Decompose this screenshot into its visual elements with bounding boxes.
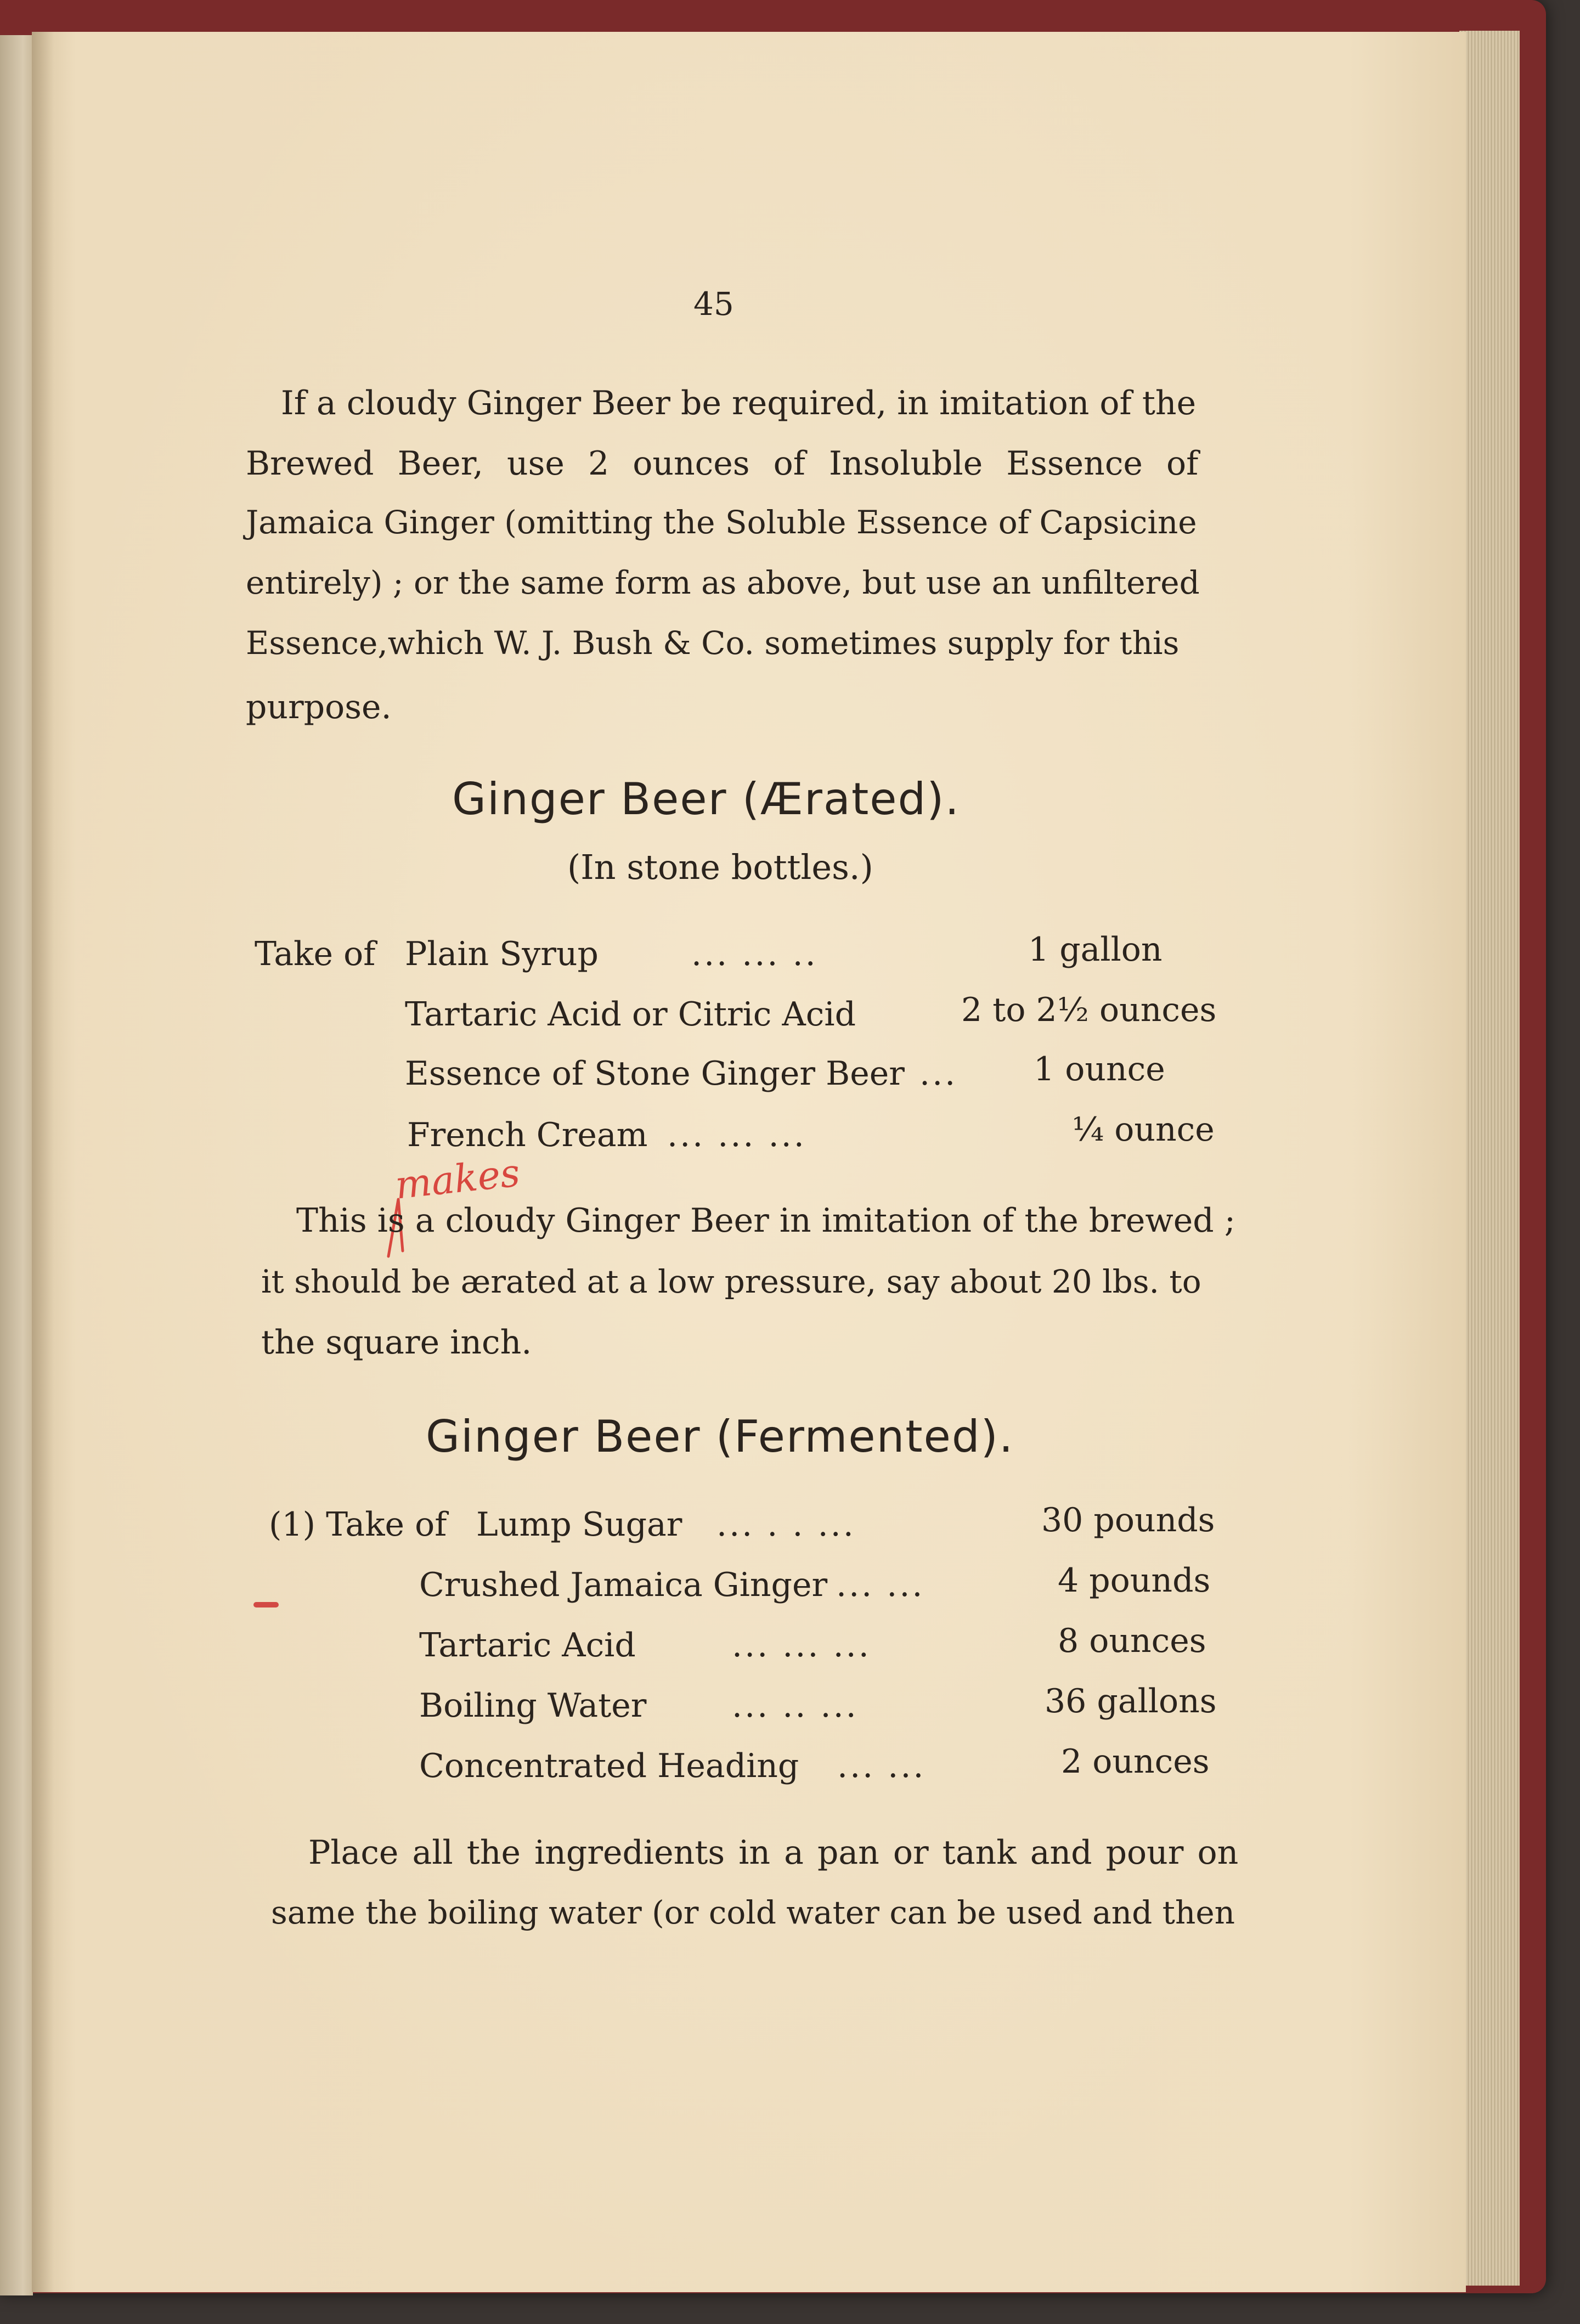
red-pencil-mark	[253, 1602, 279, 1607]
aerated-ingredient-name: Tartaric Acid or Citric Acid	[405, 995, 856, 1034]
aerated-note-line-3: the square inch.	[261, 1323, 532, 1362]
aerated-note-line-2: it should be ærated at a low pressure, say about 20 lbs. to	[261, 1263, 1201, 1300]
fermented-ingredient-qty: 36 gallons	[1045, 1682, 1217, 1721]
fermented-ingredient-qty: 30 pounds	[1041, 1501, 1215, 1539]
aerated-ingredient-name: Plain Syrup	[405, 935, 599, 973]
fermented-ingredient-qty: 4 pounds	[1058, 1561, 1211, 1600]
handwritten-annotation: makes	[393, 1150, 522, 1208]
intro-line-1: If a cloudy Ginger Beer be required, in imitation of the	[281, 384, 1197, 422]
fermented-ingredient-qty: 2 ounces	[1061, 1742, 1210, 1781]
intro-line-3: Jamaica Ginger (omitting the Soluble Essence of Capsicine	[246, 504, 1197, 541]
left-page-edge	[0, 35, 33, 2295]
aerated-ingredient-name: Essence of Stone Ginger Beer	[405, 1054, 905, 1093]
fermented-ingredient-dots: ... . . ...	[716, 1505, 856, 1544]
section-title-aerated: Ginger Beer (Ærated).	[452, 774, 960, 825]
fermented-ingredient-name: Concentrated Heading	[419, 1747, 799, 1785]
fermented-ingredient-dots: ... ... ...	[732, 1626, 871, 1665]
fermented-ingredient-dots: ... ...	[837, 1747, 926, 1785]
page-number: 45	[693, 285, 734, 323]
aerated-ingredient-dots: ... ... ...	[667, 1116, 806, 1154]
intro-line-2: Brewed Beer, use 2 ounces of Insoluble Essence of	[246, 444, 1199, 483]
fermented-take-of-label: (1) Take of	[269, 1505, 447, 1544]
fermented-ingredient-name: Crushed Jamaica Ginger	[419, 1566, 828, 1604]
aerated-ingredient-qty: ¼ ounce	[1072, 1110, 1215, 1149]
aerated-ingredient-qty: 1 ounce	[1034, 1050, 1165, 1088]
section-subtitle-aerated: (In stone bottles.)	[567, 847, 873, 887]
fermented-ingredient-name: Tartaric Acid	[419, 1626, 636, 1665]
aerated-ingredient-dots: ... ... ..	[691, 935, 818, 973]
fermented-ingredient-qty: 8 ounces	[1058, 1622, 1206, 1660]
book-page	[32, 32, 1466, 2292]
aerated-ingredient-name: French Cream	[407, 1116, 648, 1154]
intro-line-4: entirely) ; or the same form as above, but use an unfiltered	[246, 564, 1200, 601]
section-title-fermented: Ginger Beer (Fermented).	[426, 1411, 1014, 1462]
page-edges	[1459, 31, 1520, 2286]
aerated-ingredient-qty: 2 to 2½ ounces	[961, 991, 1217, 1029]
intro-line-5: Essence,which W. J. Bush & Co. sometimes supply for this	[246, 624, 1180, 662]
page-gutter	[32, 32, 54, 2292]
fermented-closing-line-1: Place all the ingredients in a pan or tank and pour on	[308, 1834, 1239, 1872]
aerated-ingredient-qty: 1 gallon	[1028, 930, 1163, 969]
fermented-ingredient-name: Boiling Water	[419, 1686, 647, 1725]
fermented-ingredient-name: Lump Sugar	[476, 1505, 682, 1544]
fermented-ingredient-dots: ... .. ...	[732, 1686, 859, 1725]
intro-line-6: purpose.	[246, 688, 392, 726]
aerated-ingredient-dots: ...	[919, 1054, 958, 1093]
fermented-ingredient-dots: ... ...	[836, 1566, 925, 1604]
aerated-note-line-1: This is a cloudy Ginger Beer in imitation of the brewed ;	[296, 1202, 1235, 1240]
fermented-closing-line-2: same the boiling water (or cold water can be used and then	[271, 1894, 1235, 1931]
take-of-label: Take of	[255, 935, 376, 973]
